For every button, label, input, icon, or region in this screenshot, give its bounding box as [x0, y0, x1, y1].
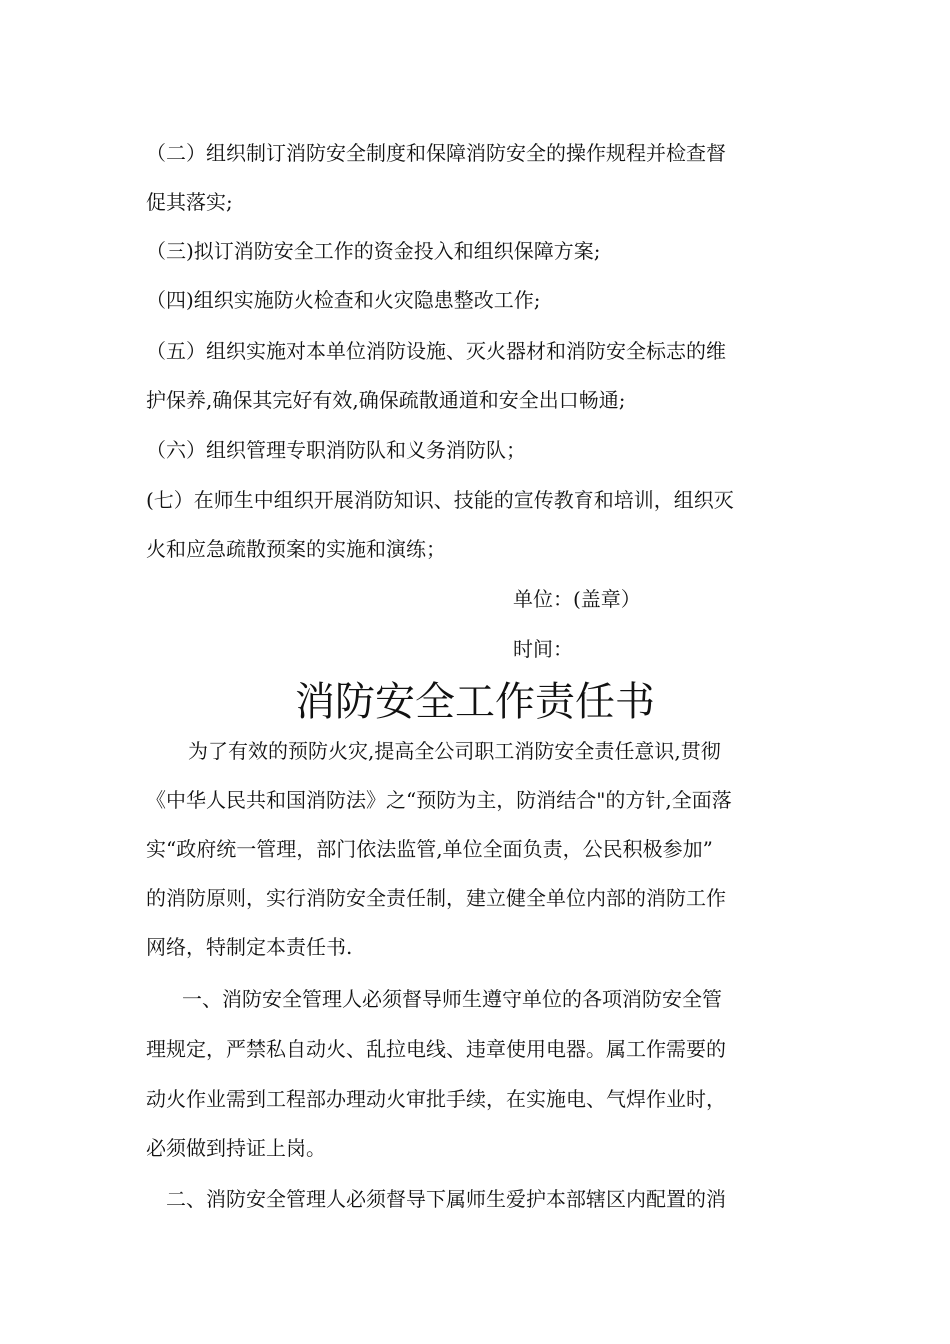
clause1-line-4: 必须做到持证上岗。 — [146, 1136, 326, 1160]
section1-line-5: （五）组织实施对本单位消防设施、灭火器材和消防安全标志的维 — [146, 339, 726, 363]
unit-seal-label: 单位：(盖章） — [513, 587, 641, 611]
clause1-line-1: 一、消防安全管理人必须督导师生遵守单位的各项消防安全管 — [182, 987, 722, 1011]
clause2-line-1: 二、消防安全管理人必须督导下属师生爱护本部辖区内配置的消 — [166, 1187, 726, 1211]
clause1-line-3: 动火作业需到工程部办理动火审批手续，在实施电、气焊作业时， — [146, 1087, 726, 1111]
section1-line-1: （二）组织制订消防安全制度和保障消防安全的操作规程并检查督 — [146, 141, 726, 165]
intro-line-2: 《中华人民共和国消防法》之“预防为主，防消结合"的方针,全面落 — [146, 788, 732, 812]
clause1-line-2: 理规定，严禁私自动火、乱拉电线、违章使用电器。属工作需要的 — [146, 1037, 726, 1061]
intro-line-1: 为了有效的预防火灾,提高全公司职工消防安全责任意识,贯彻 — [188, 739, 721, 763]
section1-line-4: （四)组织实施防火检查和火灾隐患整改工作; — [146, 288, 541, 312]
section1-line-9: 火和应急疏散预案的实施和演练； — [146, 537, 446, 561]
section1-line-2: 促其落实; — [146, 190, 233, 214]
time-label: 时间： — [513, 637, 573, 661]
section1-line-8: (七）在师生中组织开展消防知识、技能的宣传教育和培训，组织灭 — [146, 488, 734, 512]
section1-line-7: （六）组织管理专职消防队和义务消防队； — [146, 438, 526, 462]
intro-line-5: 网络，特制定本责任书. — [146, 935, 353, 959]
section1-line-3: （三)拟订消防安全工作的资金投入和组织保障方案; — [146, 239, 601, 263]
intro-line-4: 的消防原则，实行消防安全责任制，建立健全单位内部的消防工作 — [146, 886, 726, 910]
section1-line-6: 护保养,确保其完好有效,确保疏散通道和安全出口畅通; — [146, 388, 626, 412]
document-title: 消防安全工作责任书 — [295, 679, 655, 725]
intro-line-3: 实“政府统一管理，部门依法监管,单位全面负责，公民积极参加” — [146, 837, 713, 861]
